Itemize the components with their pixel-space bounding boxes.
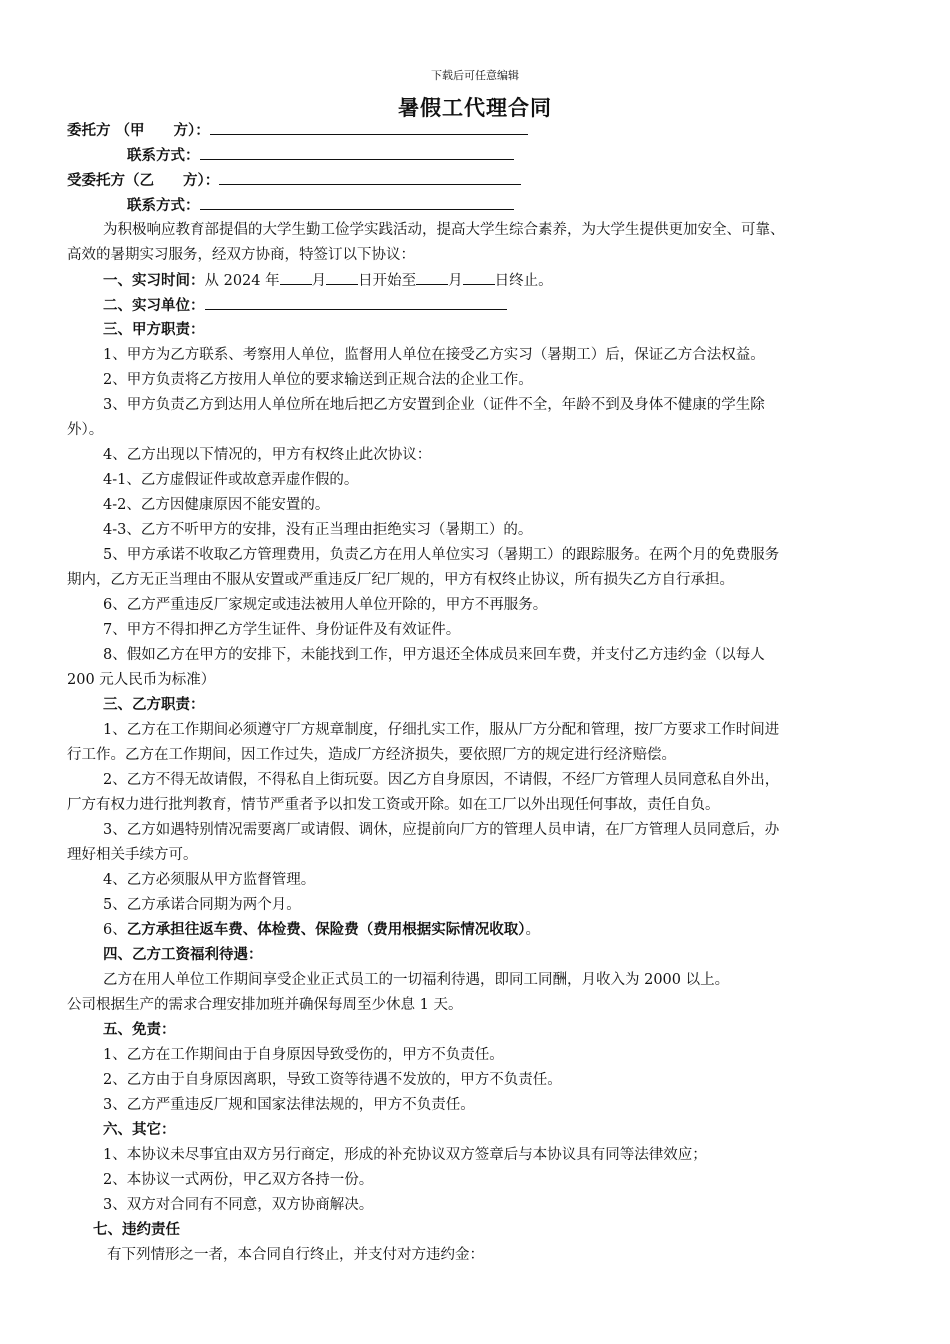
clause-b1-line-1: 1、乙方在工作期间必须遵守厂方规章制度，仔细扎实工作，服从厂方分配和管理，按厂方要求工作时间进 bbox=[103, 722, 780, 738]
section-7-heading: 七、违约责任 bbox=[93, 1222, 180, 1238]
section-1-line bbox=[103, 270, 553, 291]
section-3b-heading: 三、乙方职责： bbox=[103, 697, 205, 713]
start-day-blank bbox=[326, 270, 358, 285]
clause-d3: 3、双方对合同有不同意，双方协商解决。 bbox=[103, 1197, 374, 1213]
document-title: 暑假工代理合同 bbox=[398, 96, 552, 120]
section-2-label: 二、实习单位： bbox=[103, 298, 205, 314]
party-a-contact-line bbox=[127, 145, 514, 166]
clause-b2-line-2: 厂方有权力进行批判教育，情节严重者予以扣发工资或开除。如在工厂以外出现任何事故，责任自负。 bbox=[67, 797, 720, 813]
party-a-contact-blank bbox=[200, 145, 514, 160]
party-a-label: 委托方 （甲 方）： bbox=[67, 123, 210, 139]
clause-c1: 1、乙方在工作期间由于自身原因导致受伤的，甲方不负责任。 bbox=[103, 1047, 504, 1063]
clause-d2: 2、本协议一式两份，甲乙双方各持一份。 bbox=[103, 1172, 374, 1188]
clause-a4-1: 4-1、乙方虚假证件或故意弄虚作假的。 bbox=[103, 472, 359, 488]
clause-a5-line-1: 5、甲方承诺不收取乙方管理费用，负责乙方在用人单位实习（暑期工）的跟踪服务。在两个月的免费服务 bbox=[103, 547, 780, 563]
clause-b6-number: 6、 bbox=[103, 922, 127, 938]
clause-a4-2: 4-2、乙方因健康原因不能安置的。 bbox=[103, 497, 330, 513]
clause-c3: 3、乙方严重违反厂规和国家法律法规的，甲方不负责任。 bbox=[103, 1097, 475, 1113]
clause-b2-line-1: 2、乙方不得无故请假，不得私自上街玩耍。因乙方自身原因，不请假，不经厂方管理人员同意私自外出， bbox=[103, 772, 780, 788]
clause-a5-line-2: 期内，乙方无正当理由不服从安置或严重违反厂纪厂规的，甲方有权终止协议，所有损失乙方自行承担。 bbox=[67, 572, 734, 588]
section-4-line-1: 乙方在用人单位工作期间享受企业正式员工的一切福利待遇，即同工同酬，月收入为 2000 以上。 bbox=[103, 972, 730, 988]
clause-a2: 2、甲方负责将乙方按用人单位的要求输送到正规合法的企业工作。 bbox=[103, 372, 533, 388]
party-a-line bbox=[67, 120, 528, 141]
intro-line-2: 高效的暑期实习服务，经双方协商，特签订以下协议： bbox=[67, 247, 415, 263]
clause-c2: 2、乙方由于自身原因离职，导致工资等待遇不发放的，甲方不负责任。 bbox=[103, 1072, 562, 1088]
clause-b3-line-2: 理好相关手续方可。 bbox=[67, 847, 198, 863]
month-text: 月 bbox=[311, 273, 327, 289]
clause-b3-line-1: 3、乙方如遇特别情况需要离厂或请假、调休，应提前向厂方的管理人员申请，在厂方管理人员同意后，办 bbox=[103, 822, 780, 838]
end-month-blank bbox=[416, 270, 448, 285]
clause-a4: 4、乙方出现以下情况的，甲方有权终止此次协议： bbox=[103, 447, 432, 463]
end-text: 日终止。 bbox=[494, 273, 553, 289]
section-3-heading: 三、甲方职责： bbox=[103, 322, 205, 338]
clause-b6 bbox=[103, 920, 540, 940]
start-month-blank bbox=[280, 270, 312, 285]
clause-b6-bold-text: 乙方承担往返车费、体检费、保险费（费用根据实际情况收取） bbox=[126, 922, 526, 938]
clause-a3-line-2: 外）。 bbox=[67, 422, 104, 438]
section-7-line-1: 有下列情形之一者，本合同自行终止，并支付对方违约金： bbox=[107, 1247, 484, 1263]
clause-a8-line-1: 8、假如乙方在甲方的安排下，未能找到工作，甲方退还全体成员来回车费，并支付乙方违约金（以每人 bbox=[103, 647, 765, 663]
clause-a7: 7、甲方不得扣押乙方学生证件、身份证件及有效证件。 bbox=[103, 622, 461, 638]
section-4-heading: 四、乙方工资福利待遇： bbox=[103, 947, 263, 963]
clause-b5: 5、乙方承诺合同期为两个月。 bbox=[103, 897, 301, 913]
section-6-heading: 六、其它： bbox=[103, 1122, 176, 1138]
party-b-blank bbox=[219, 170, 521, 185]
section-2-line bbox=[103, 295, 507, 316]
intro-line-1: 为积极响应教育部提倡的大学生勤工俭学实践活动，提高大学生综合素养，为大学生提供更加安全、可靠、 bbox=[103, 222, 785, 238]
section-5-heading: 五、免责： bbox=[103, 1022, 176, 1038]
party-b-line bbox=[67, 170, 521, 191]
clause-a8-line-2: 200 元人民币为标准） bbox=[67, 672, 216, 688]
end-day-blank bbox=[463, 270, 495, 285]
clause-a6: 6、乙方严重违反厂家规定或违法被用人单位开除的，甲方不再服务。 bbox=[103, 597, 548, 613]
party-b-contact-line bbox=[127, 195, 514, 216]
clause-a3-line-1: 3、甲方负责乙方到达用人单位所在地后把乙方安置到企业（证件不全，年龄不到及身体不健康的学生除 bbox=[103, 397, 765, 413]
clause-b4: 4、乙方必须服从甲方监督管理。 bbox=[103, 872, 316, 888]
month-text-2: 月 bbox=[448, 273, 463, 289]
section-1-label: 一、实习时间： bbox=[103, 273, 205, 289]
clause-b1-line-2: 行工作。乙方在工作期间，因工作过失，造成厂方经济损失，要依照厂方的规定进行经济赔偿。 bbox=[67, 747, 676, 763]
start-text: 日开始至 bbox=[358, 273, 417, 289]
section-4-line-2: 公司根据生产的需求合理安排加班并确保每周至少休息 1 天。 bbox=[67, 997, 463, 1013]
party-a-blank bbox=[210, 120, 528, 135]
internship-unit-blank bbox=[205, 295, 507, 310]
clause-a4-3: 4-3、乙方不听甲方的安排，没有正当理由拒绝实习（暑期工）的。 bbox=[103, 522, 533, 538]
party-b-contact-label: 联系方式： bbox=[127, 198, 200, 214]
clause-a1: 1、甲方为乙方联系、考察用人单位，监督用人单位在接受乙方实习（暑期工）后，保证乙方合法权益。 bbox=[103, 347, 765, 363]
top-note: 下载后可任意编辑 bbox=[431, 69, 519, 82]
clause-b6-end: 。 bbox=[525, 922, 540, 938]
clause-d1: 1、本协议未尽事宜由双方另行商定，形成的补充协议双方签章后与本协议具有同等法律效应； bbox=[103, 1147, 707, 1163]
period-year-text: 从 2024 年 bbox=[204, 273, 280, 289]
party-b-label: 受委托方（乙 方）： bbox=[67, 173, 220, 189]
party-a-contact-label: 联系方式： bbox=[127, 148, 200, 164]
party-b-contact-blank bbox=[200, 195, 514, 210]
